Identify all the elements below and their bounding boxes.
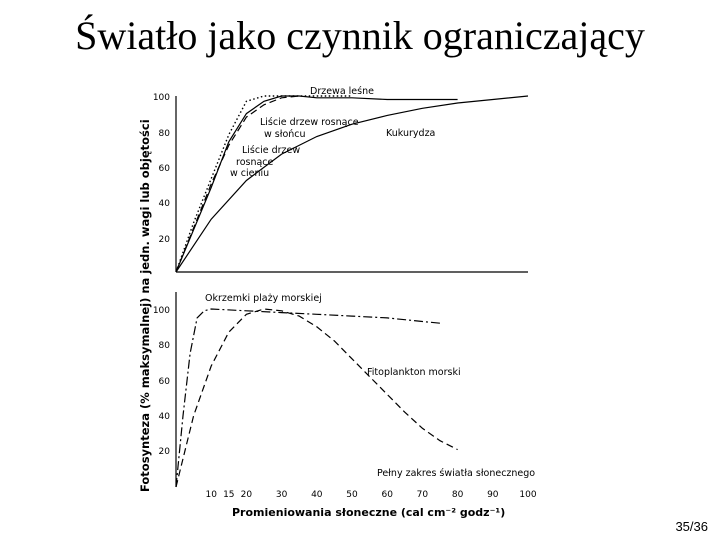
annotation-fitoplankton: Fitoplankton morski <box>367 367 461 378</box>
annotation-kukurydza: Kukurydza <box>386 128 436 139</box>
annotation-drzewa-lesne: Drzewa leśne <box>310 86 374 97</box>
bottom-panel-curves <box>176 309 458 487</box>
y-tick-label: 100 <box>152 306 170 316</box>
x-tick-label: 40 <box>311 490 323 500</box>
annotation-liscie-cien-3: w cieniu <box>230 168 270 179</box>
y-tick-label: 100 <box>152 93 170 103</box>
x-tick-label: 70 <box>416 490 429 500</box>
slide-title: Światło jako czynnik ograniczający <box>75 13 645 58</box>
x-tick-label: 10 <box>205 490 217 500</box>
annotation-okrzemki: Okrzemki plaży morskiej <box>205 293 322 304</box>
x-tick-label: 20 <box>240 490 253 500</box>
y-tick-label: 60 <box>158 164 170 174</box>
x-tick-label: 50 <box>346 490 358 500</box>
x-axis-label: Promieniowania słoneczne (cal cm⁻² godz⁻¹) <box>232 506 506 519</box>
x-tick-label: 30 <box>275 490 288 500</box>
x-tick-label: 15 <box>223 490 235 500</box>
y-tick-label: 80 <box>158 341 170 351</box>
annotation-liscie-cien-1: Liście drzew <box>242 145 301 156</box>
annotation-liscie-slonce-1: Liście drzew rosnące <box>260 117 359 128</box>
page-number: 35/36 <box>675 519 708 534</box>
x-tick-label: 80 <box>451 490 464 500</box>
x-tick-labels <box>205 490 536 500</box>
annotation-liscie-slonce-2: w słońcu <box>264 129 306 140</box>
x-tick-label: 90 <box>487 490 499 500</box>
y-tick-label: 20 <box>158 447 170 457</box>
series-line-1-1 <box>176 309 458 487</box>
y-tick-label: 80 <box>158 129 170 139</box>
annotation-pelny-zakres: Pełny zakres światła słonecznego <box>377 468 536 479</box>
x-tick-label: 100 <box>519 490 537 500</box>
annotation-liscie-cien-2: rosnące <box>236 157 274 168</box>
series-line-1-0 <box>176 309 440 487</box>
y-tick-label: 40 <box>158 412 170 422</box>
y-tick-label: 40 <box>158 199 170 209</box>
y-tick-label: 20 <box>158 235 170 245</box>
x-tick-label: 60 <box>381 490 393 500</box>
top-y-ticks <box>153 93 170 245</box>
y-axis-label: Fotosynteza (% maksymalnej) na jedn. wagi lub objętości <box>138 119 152 492</box>
bottom-y-ticks <box>153 306 170 457</box>
y-tick-label: 60 <box>158 377 170 387</box>
